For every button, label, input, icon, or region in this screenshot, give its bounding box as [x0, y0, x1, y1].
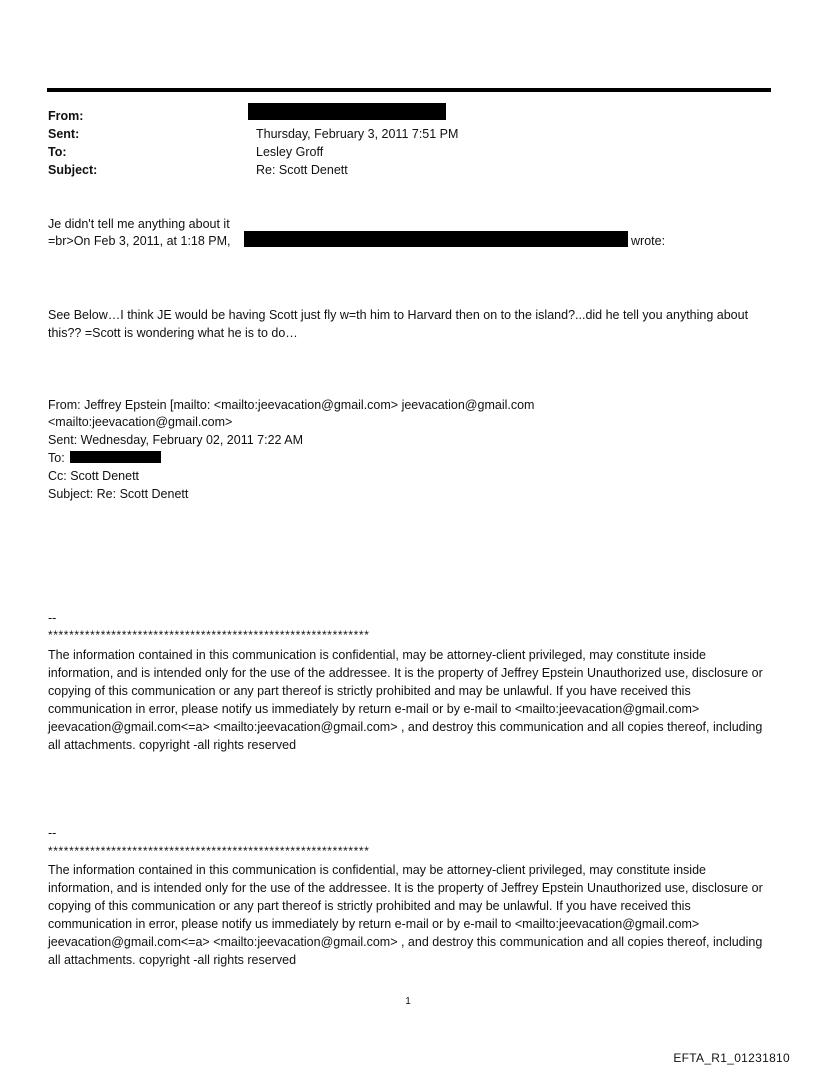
disclaimer-1-stars: *************************************************************	[48, 628, 370, 642]
document-id: EFTA_R1_01231810	[673, 1051, 790, 1065]
forwarded-cc-line: Cc: Scott Denett	[48, 469, 140, 483]
disclaimer-1	[48, 646, 773, 754]
sent-label: Sent:	[48, 127, 80, 141]
to-label: To:	[48, 145, 67, 159]
forwarded-from-line-1: From: Jeffrey Epstein [mailto: <mailto:jeevacation@gmail.com> jeevacation@gmail.com	[48, 398, 535, 412]
disclaimer-2-dashes: --	[48, 826, 57, 840]
sent-value: Thursday, February 3, 2011 7:51 PM	[256, 127, 459, 141]
forwarded-sent-line: Sent: Wednesday, February 02, 2011 7:22 AM	[48, 433, 304, 447]
disclaimer-2-stars: *************************************************************	[48, 844, 370, 858]
header-rule	[47, 88, 771, 92]
forwarded-to-prefix: To:	[48, 451, 65, 465]
from-redaction	[248, 103, 446, 120]
forwarded-subject-line: Subject: Re: Scott Denett	[48, 487, 189, 501]
forwarded-to-redaction	[70, 451, 161, 463]
body-line-1: Je didn't tell me anything about it	[48, 217, 230, 231]
forwarded-from-line-2: <mailto:jeevacation@gmail.com>	[48, 415, 233, 429]
subject-label: Subject:	[48, 163, 98, 177]
from-label: From:	[48, 109, 84, 123]
disclaimer-2-text: The information contained in this communication is confidential, may be attorney-client privileged, may constitute inside information, and is intended only for the use of the addressee. It is the property of Jeffrey Epstein Unauthorized use, disclosure or copying of this communication or any part thereof is strictly prohibited and may be unlawful. If you have received this communication in error, please notify us immediately by return e-mail or by e-mail to <mailto:jeevacation@gmail.com> jeevacation@gmail.com<=a> <mailto:jeevacation@gmail.com> , and destroy this communication and all copies thereof, including all attachments. copyright -all rights reserved	[48, 863, 763, 967]
body-line-2-suffix: wrote:	[631, 234, 666, 248]
sender-redaction	[244, 231, 628, 247]
body-paragraph-text: See Below…I think JE would be having Scott just fly w=th him to Harvard then on to the island?...did he tell you anything about this?? =Scott is wondering what he is to do…	[48, 308, 749, 340]
body-paragraph	[48, 306, 773, 342]
page-number: 1	[405, 996, 411, 1007]
disclaimer-2	[48, 861, 773, 969]
disclaimer-1-dashes: --	[48, 611, 57, 625]
disclaimer-1-text: The information contained in this communication is confidential, may be attorney-client privileged, may constitute inside information, and is intended only for the use of the addressee. It is the property of Jeffrey Epstein Unauthorized use, disclosure or copying of this communication or any part thereof is strictly prohibited and may be unlawful. If you have received this communication in error, please notify us immediately by return e-mail or by e-mail to <mailto:jeevacation@gmail.com> jeevacation@gmail.com<=a> <mailto:jeevacation@gmail.com> , and destroy this communication and all copies thereof, including all attachments. copyright -all rights reserved	[48, 648, 763, 752]
subject-value: Re: Scott Denett	[256, 163, 348, 177]
to-value: Lesley Groff	[256, 145, 324, 159]
body-line-2-prefix: =br>On Feb 3, 2011, at 1:18 PM,	[48, 234, 231, 248]
